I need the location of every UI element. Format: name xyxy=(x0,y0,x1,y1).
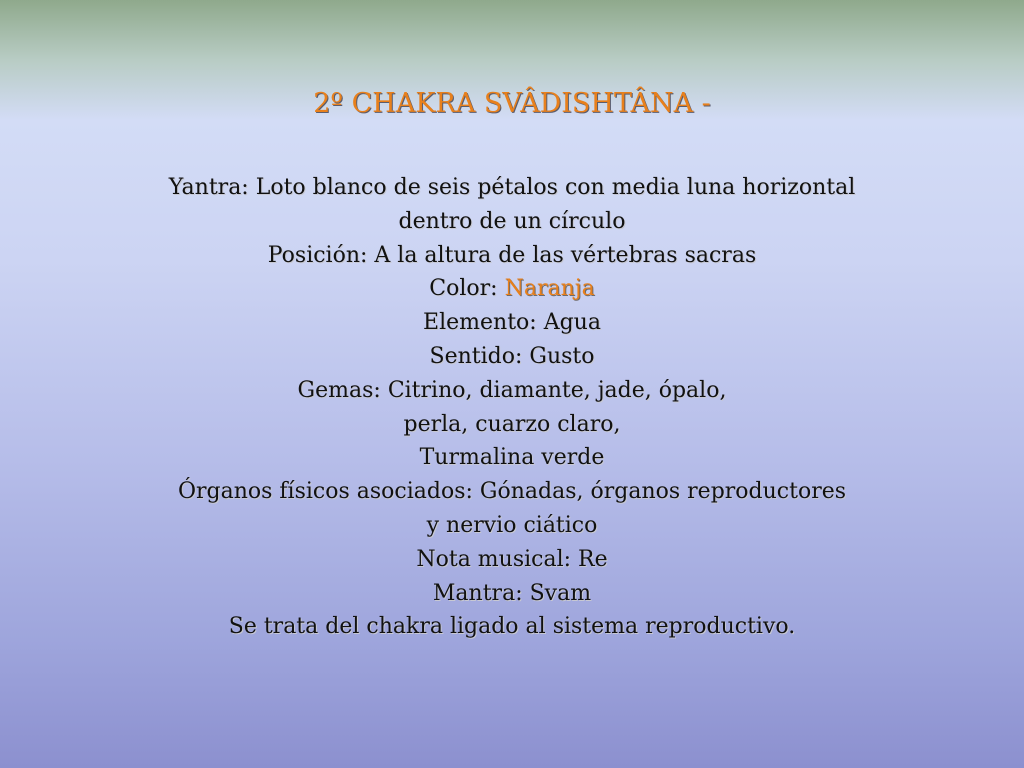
line-gemas-3: Turmalina verde xyxy=(419,445,605,471)
slide-title: 2º CHAKRA SVÂDISHTÂNA - xyxy=(313,88,711,119)
line-resumen: Se trata del chakra ligado al sistema reproductivo. xyxy=(228,614,796,640)
line-mantra: Mantra: Svam xyxy=(432,580,592,606)
line-posicion: Posición: A la altura de las vértebras sacras xyxy=(267,242,757,268)
line-yantra-2: dentro de un círculo xyxy=(398,208,626,234)
line-organos-1: Órganos físicos asociados: Gónadas, órganos reproductores xyxy=(177,479,847,505)
line-gemas-1: Gemas: Citrino, diamante, jade, ópalo, xyxy=(297,377,727,403)
line-nota: Nota musical: Re xyxy=(416,546,608,572)
line-gemas-2: perla, cuarzo claro, xyxy=(403,411,621,437)
color-value: Naranja xyxy=(504,276,595,302)
color-label: Color: xyxy=(429,276,505,302)
line-sentido: Sentido: Gusto xyxy=(429,343,595,369)
line-yantra-1: Yantra: Loto blanco de seis pétalos con media luna horizontal xyxy=(168,175,856,200)
slide-body xyxy=(0,171,1024,644)
line-elemento: Elemento: Agua xyxy=(423,310,601,336)
line-organos-2: y nervio ciático xyxy=(426,512,598,538)
line-color xyxy=(0,272,1024,306)
